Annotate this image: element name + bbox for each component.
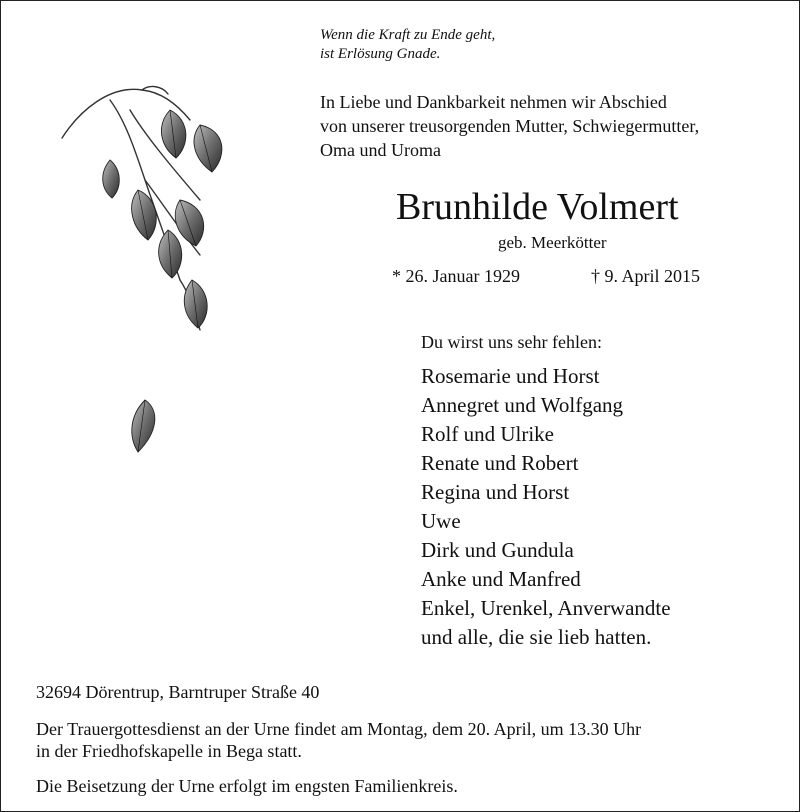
- motto-line: ist Erlösung Gnade.: [320, 46, 441, 62]
- mourner-item: Renate und Robert: [421, 451, 579, 475]
- mourner-item: Rolf und Ulrike: [421, 422, 554, 446]
- address: 32694 Dörentrup, Barntruper Straße 40: [36, 682, 320, 702]
- motto: [320, 26, 495, 64]
- leaf: [175, 200, 203, 246]
- mourner-item: Uwe: [421, 509, 461, 533]
- leaf: [161, 110, 185, 158]
- mourner-item: Regina und Horst: [421, 480, 570, 504]
- mourner-item: und alle, die sie lieb hatten.: [421, 625, 652, 649]
- mourners-intro: Du wirst uns sehr fehlen:: [421, 332, 602, 352]
- birth-date: * 26. Januar 1929: [392, 266, 520, 286]
- service-line: in der Friedhofskapelle in Bega statt.: [36, 741, 302, 761]
- death-date: † 9. April 2015: [591, 266, 701, 286]
- birth-name: geb. Meerkötter: [498, 233, 607, 252]
- mourner-item: Dirk und Gundula: [421, 538, 574, 562]
- service-info: [36, 718, 641, 762]
- mourner-item: Rosemarie und Horst: [421, 364, 600, 388]
- leaf: [132, 190, 157, 240]
- leaf: [132, 400, 155, 452]
- mourner-item: Enkel, Urenkel, Anverwandte: [421, 596, 671, 620]
- deceased-name: Brunhilde Volmert: [396, 186, 679, 228]
- mourner-item: Anke und Manfred: [421, 567, 581, 591]
- birch-branch-illustration: [50, 80, 230, 470]
- intro-line: In Liebe und Dankbarkeit nehmen wir Abschied: [320, 92, 667, 112]
- intro-text: [320, 90, 699, 162]
- motto-line: Wenn die Kraft zu Ende geht,: [320, 27, 496, 43]
- leaf: [184, 280, 207, 328]
- mourners-list: [421, 362, 671, 652]
- intro-line: von unserer treusorgenden Mutter, Schwiegermutter,: [320, 116, 700, 136]
- service-line: Der Trauergottesdienst an der Urne findet am Montag, dem 20. April, um 13.30 Uhr: [36, 719, 642, 739]
- burial-info: Die Beisetzung der Urne erfolgt im engsten Familienkreis.: [36, 776, 458, 796]
- leaf: [194, 125, 222, 172]
- intro-line: Oma und Uroma: [320, 140, 441, 160]
- leaf: [103, 160, 120, 198]
- mourner-item: Annegret und Wolfgang: [421, 393, 624, 417]
